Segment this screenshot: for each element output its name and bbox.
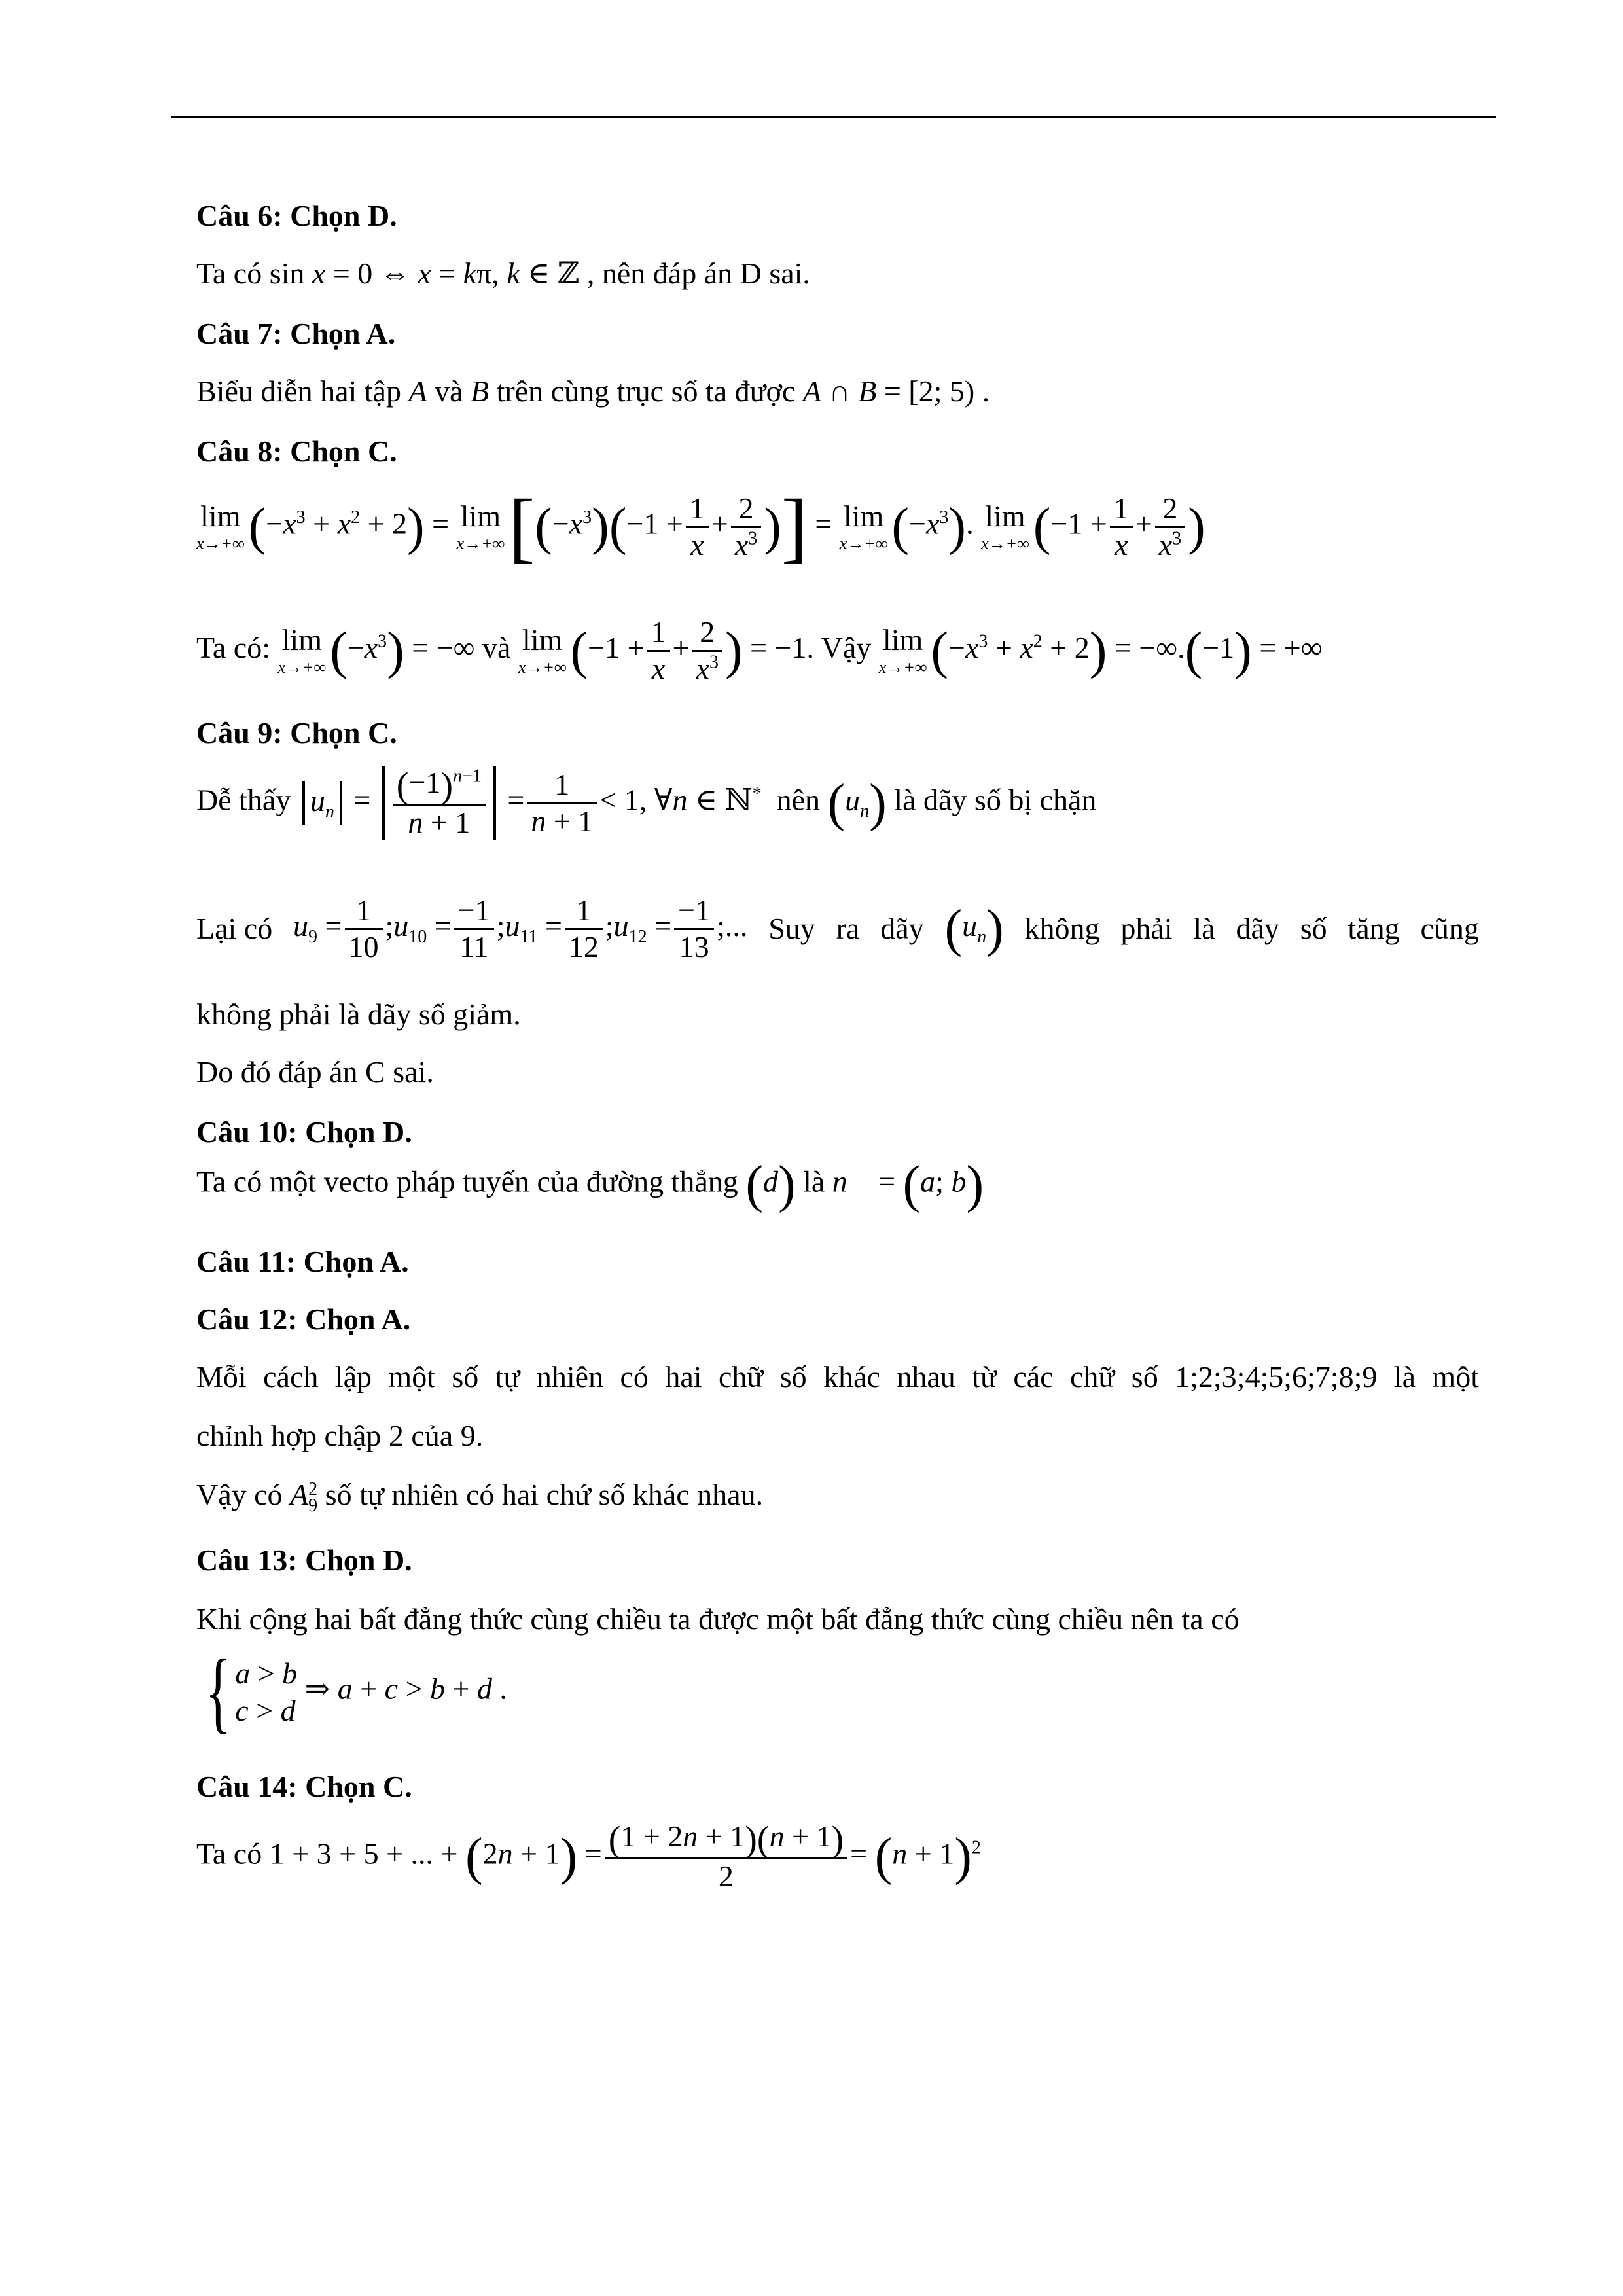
q8-heading: Câu 8: Chọn C. [196, 435, 397, 468]
q10-text: Ta có một vecto pháp tuyến của đường thẳng (d) là n⃗ = (a; b) [196, 1156, 984, 1213]
q13-heading: Câu 13: Chọn D. [196, 1543, 412, 1577]
q9-line1: Dễ thấy $u_n$ = $\frac{(-1)^{n-1}}{n + 1}$ = $\frac{1}{n + 1}$ < 1, ∀n ∈ ℕ* nên $(u_n)$ là dãy số bị chặn [196, 765, 1097, 840]
q7-text: Biểu diễn hai tập A và B trên cùng trục số ta được A ∩ B = [2; 5) . [196, 374, 990, 408]
q7-heading: Câu 7: Chọn A. [196, 317, 396, 350]
q9-line3: không phải là dãy số giảm. [196, 997, 521, 1031]
q11-heading: Câu 11: Chọn A. [196, 1245, 409, 1278]
q14-text: Ta có 1 + 3 + 5 + ... + (2n + 1) = $\frac{(1 + 2n + 1)(n + 1)}{2}$ = $(n + 1)^2$ [196, 1819, 981, 1893]
q12-heading: Câu 12: Chọn A. [196, 1302, 411, 1336]
q8-formula1: lim x→+∞ $(-x^3 + x^2 + 2)$ = lim x→+∞ [$(-x^3)(-1$ + $\frac{1}{x}$ + $\frac{2}{x^3}$ )] = lim x→+∞ $(-x^3)$. lim x→+∞ (−1 + $\frac{1}{x}$ + $\frac{2}{x^3}$ ) [196, 483, 1205, 570]
q9-line2: Lại có $u_9$ = $\frac{1}{10}$ $;u_{10}$ = $\frac{-1}{11}$ $;u_{11}$ = $\frac{1}{12}$ $;u_{12}$ = $\frac{-1}{13}$ ;... Suy ra dãy $(u_n)$ không phải là dãy số tăng cũng [196, 893, 1479, 963]
q6-text: Ta có sin x = 0 ⇔ x = kπ, k ∈ ℤ , nên đáp án D sai. [196, 257, 810, 290]
q13-line1: Khi cộng hai bất đẳng thức cùng chiều ta được một bất đẳng thức cùng chiều nên ta có [196, 1602, 1240, 1636]
q8-line2: Ta có: lim x→+∞ $(-x^3)$ = −∞ và lim x→+∞ (−1 + $\frac{1}{x}$ + $\frac{2}{x^3}$ ) = −1. Vậy lim x→+∞ $(-x^3 + x^2 + 2) = -\infty.(-1)$ = +∞ [196, 615, 1323, 685]
q13-system: { a > b c > d ⇒ a + c > b + d . [205, 1641, 507, 1742]
q9-line4: Do đó đáp án C sai. [196, 1055, 434, 1088]
q12-line3: Vậy có A 2 9 số tự nhiên có hai chứ số khác nhau. [196, 1478, 764, 1516]
q10-heading: Câu 10: Chọn D. [196, 1115, 412, 1149]
q9-heading: Câu 9: Chọn C. [196, 716, 397, 749]
q14-heading: Câu 14: Chọn C. [196, 1770, 412, 1803]
q6-heading: Câu 6: Chọn D. [196, 199, 397, 232]
q12-line1: Mỗi cách lập một số tự nhiên có hai chữ số khác nhau từ các chữ số 1;2;3;4;5;6;7;8;9 là một [196, 1360, 1479, 1393]
top-rule [171, 116, 1496, 118]
q12-line2: chỉnh hợp chập 2 của 9. [196, 1419, 484, 1452]
